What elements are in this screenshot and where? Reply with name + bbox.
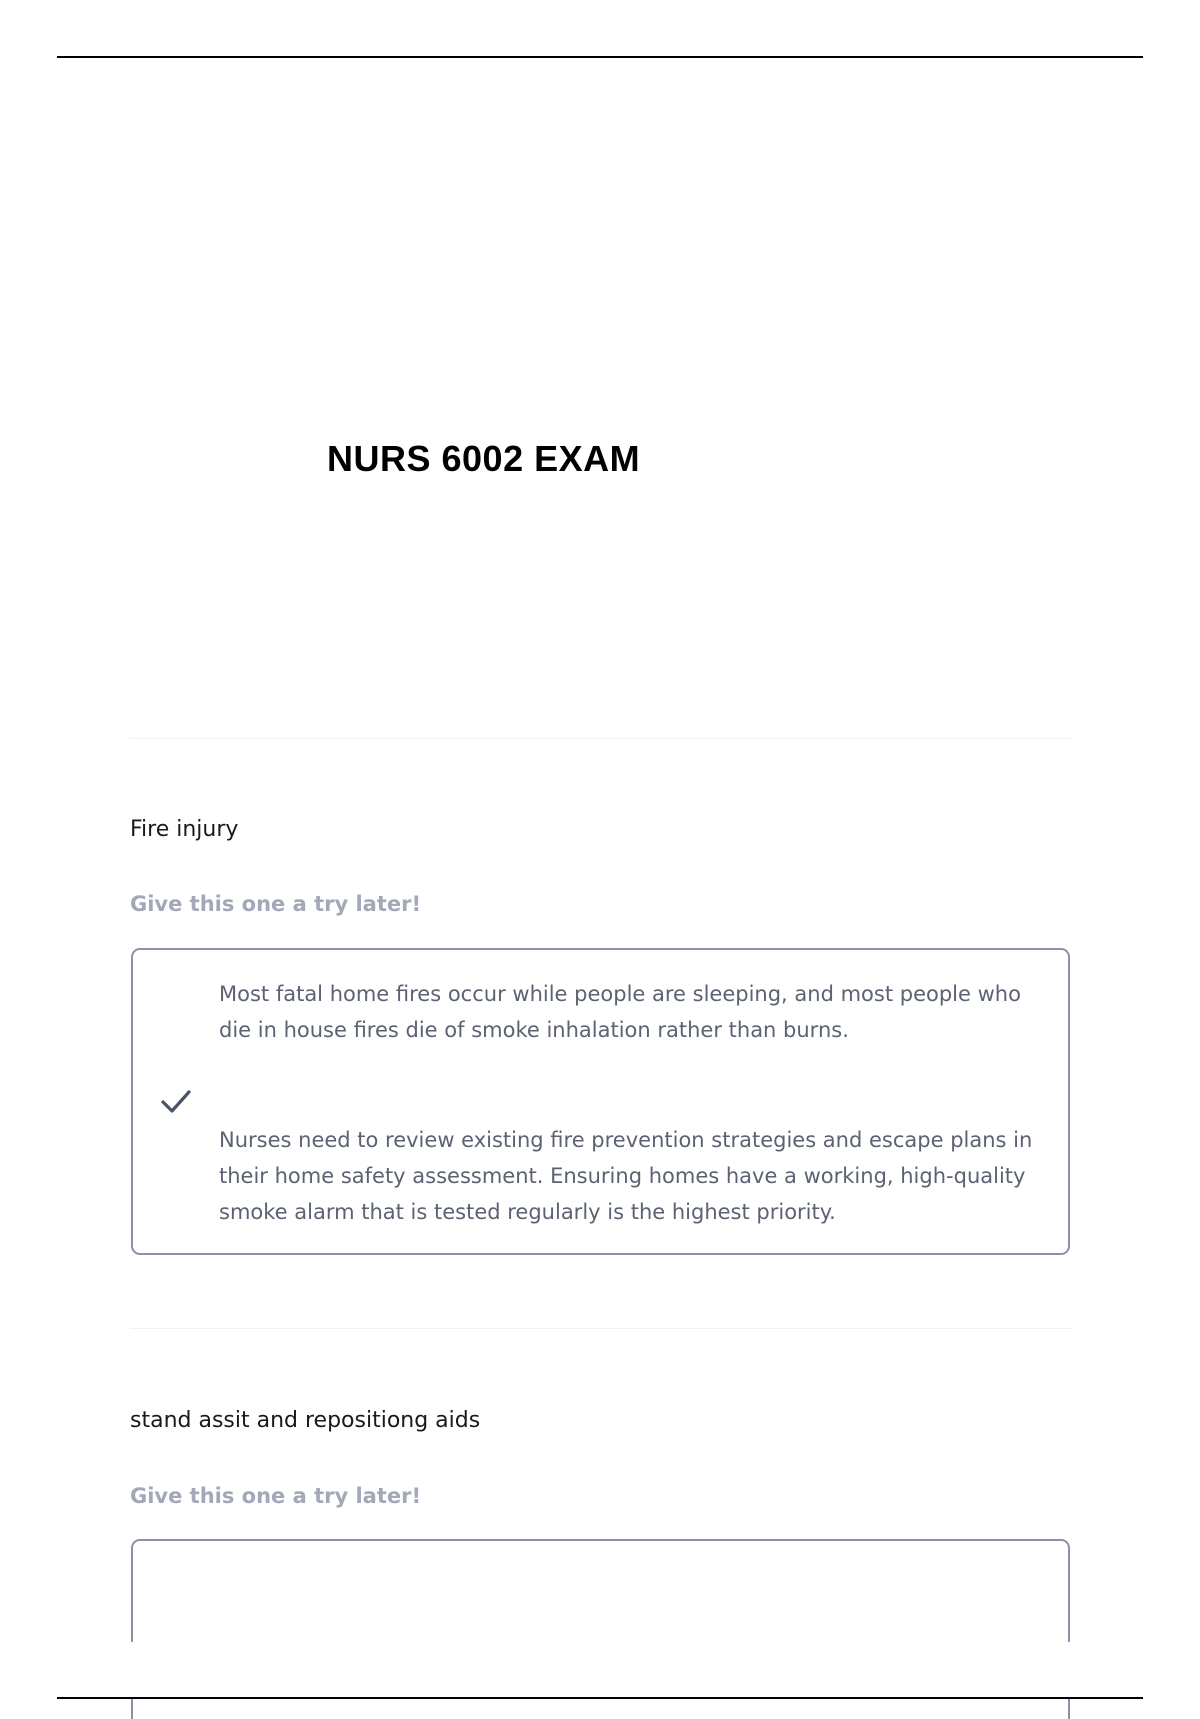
flashcard-status-label: Give this one a try later! (130, 892, 422, 916)
card-divider (130, 1328, 1072, 1329)
flashcard-status-label: Give this one a try later! (130, 1484, 422, 1508)
page-bottom-rule (57, 1697, 1143, 1699)
flashcard-term: stand assit and repositiong aids (130, 1408, 481, 1433)
page-footer-margin (0, 1642, 1200, 1697)
answer-paragraph: Nurses need to review existing fire prevention strategies and escape plans in their home safety assessment. Ensuring homes have a working, high-quality smoke alarm that is tested regularly is the highest priority. (219, 1128, 1033, 1224)
answer-paragraph: Most fatal home fires occur while people are sleeping, and most people who die in house fires die of smoke inhalation rather than burns. (219, 982, 1021, 1042)
card-divider (130, 738, 1072, 739)
check-icon (159, 1086, 193, 1116)
page-top-rule (57, 56, 1143, 58)
document-title: NURS 6002 EXAM (327, 438, 641, 479)
flashcard-term: Fire injury (130, 817, 239, 842)
flashcard-answer-box (131, 948, 1070, 1255)
